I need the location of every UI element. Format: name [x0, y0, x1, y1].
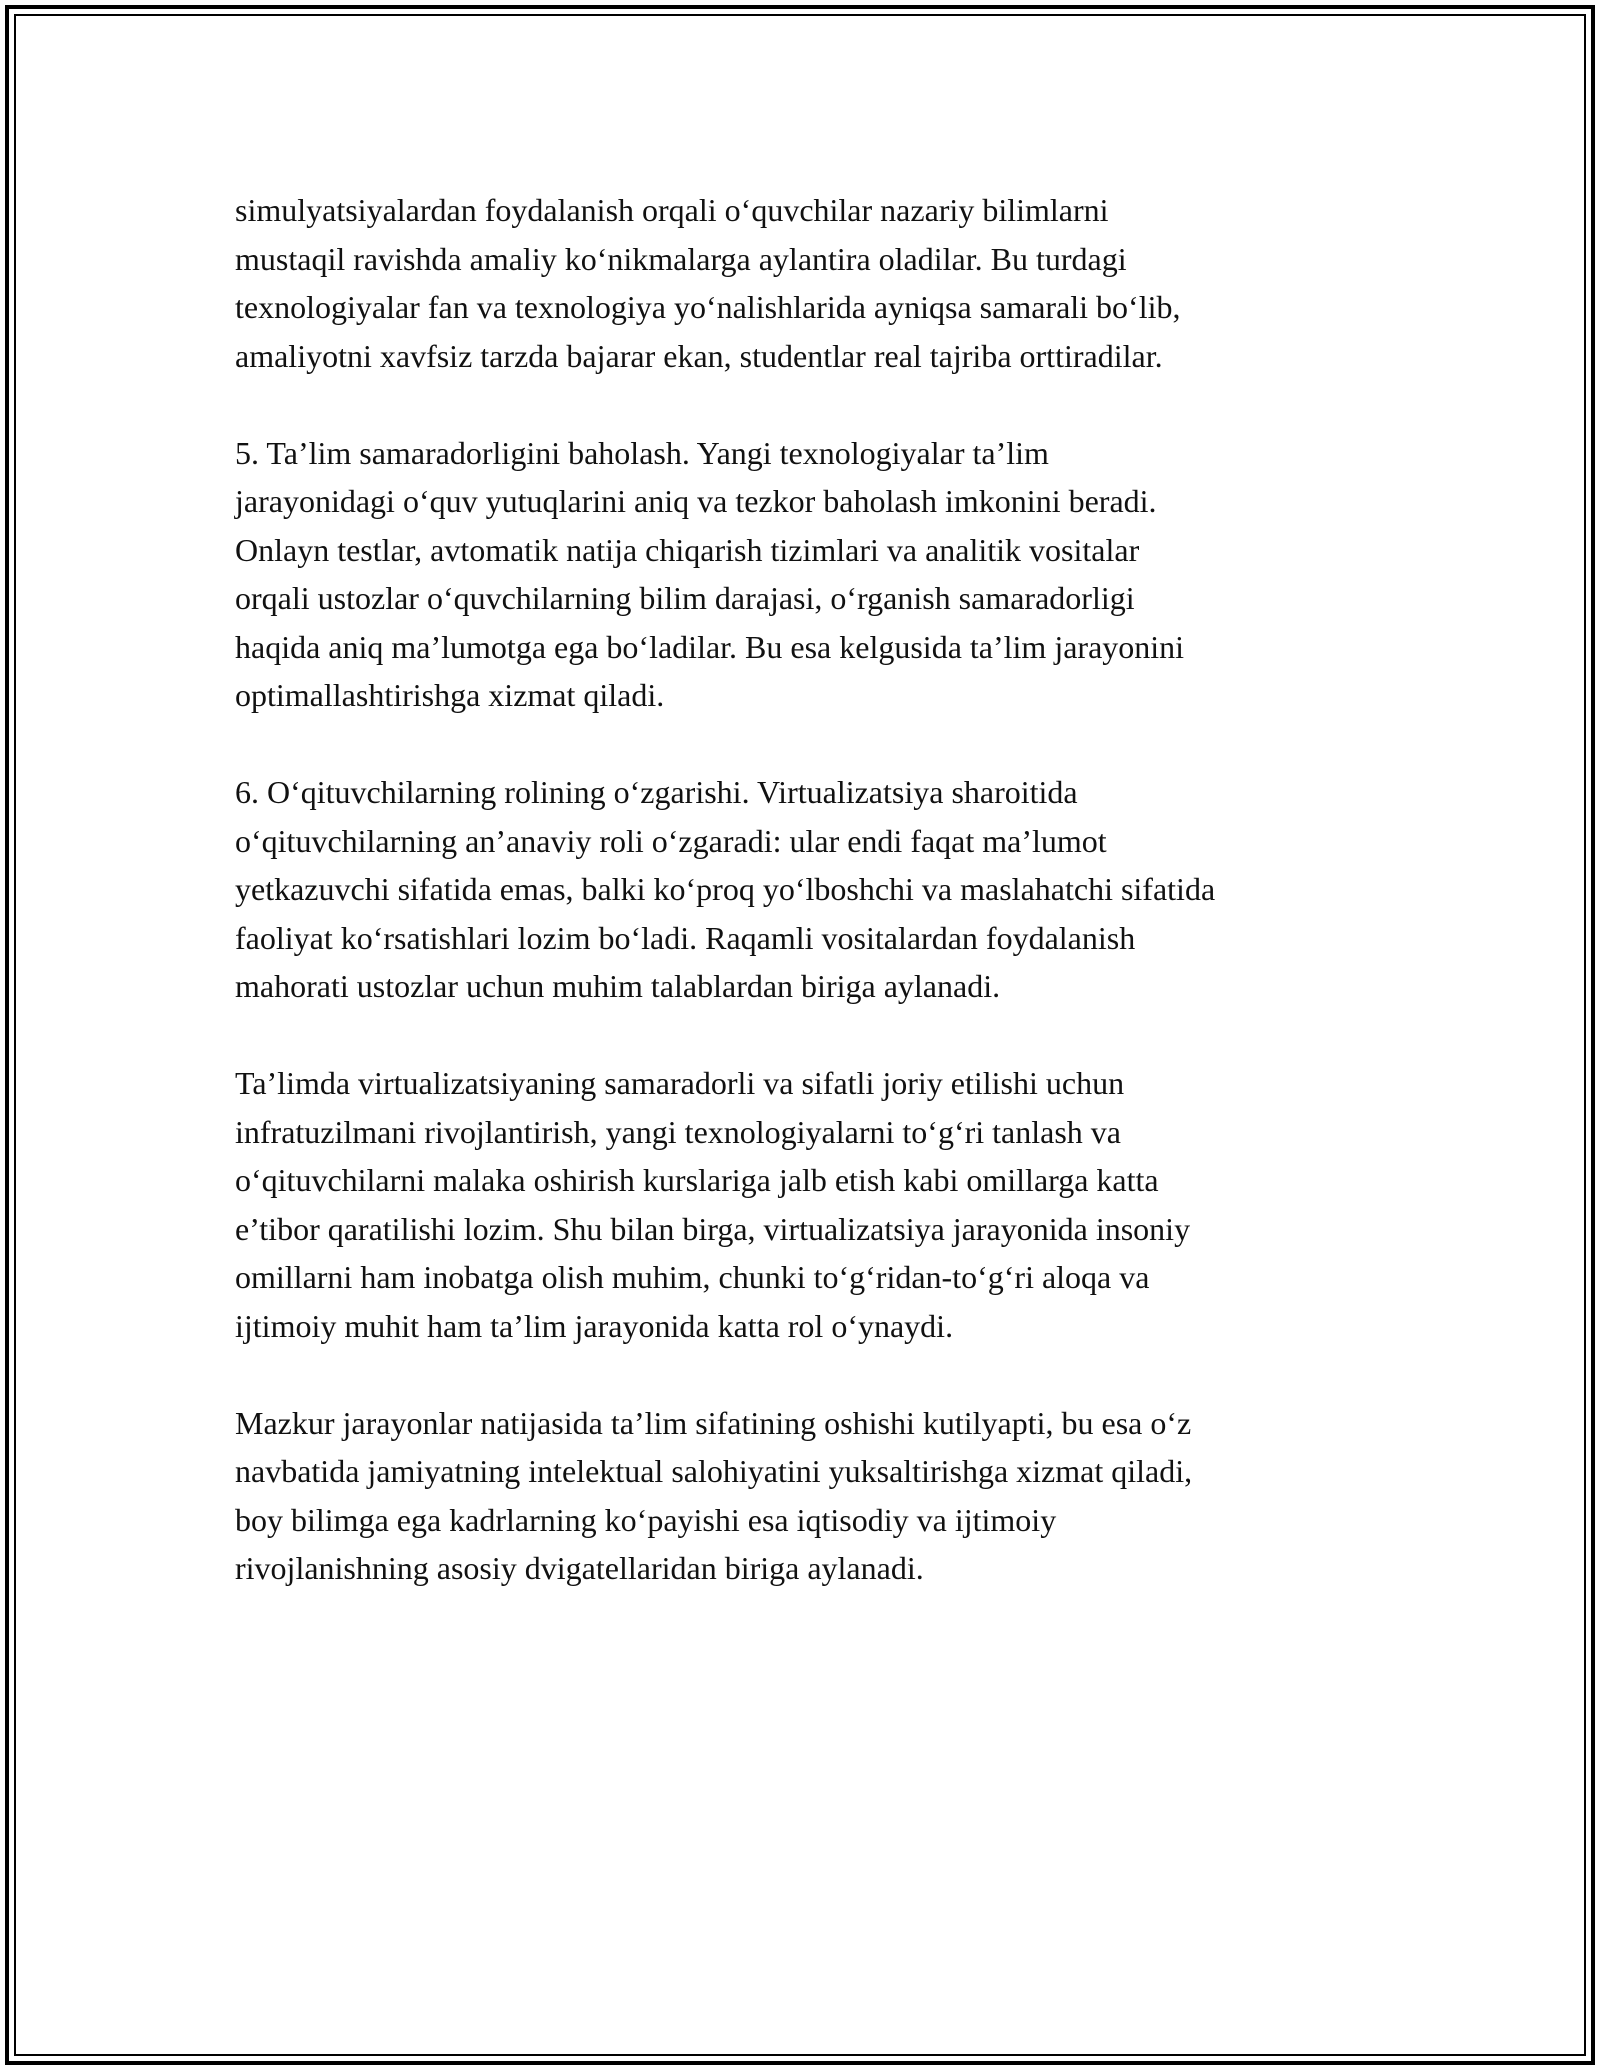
paragraph-infrastructure	[235, 1059, 1375, 1350]
paragraph-conclusion	[235, 1399, 1375, 1593]
text-line: rivojlanishning asosiy dvigatellaridan biriga aylanadi.	[235, 1550, 924, 1586]
text-line: simulyatsiyalardan foydalanish orqali o‘quvchilar nazariy bilimlarni	[235, 192, 1109, 228]
text-line: Mazkur jarayonlar natijasida ta’lim sifatining oshishi kutilyapti, bu esa o‘z	[235, 1404, 1192, 1441]
text-line: yetkazuvchi sifatida emas, balki ko‘proq yo‘lboshchi va maslahatchi sifatida	[235, 871, 1216, 907]
text-line: optimallashtirishga xizmat qiladi.	[235, 677, 665, 713]
text-line: amaliyotni xavfsiz tarzda bajarar ekan, studentlar real tajriba orttiradilar.	[235, 337, 1163, 374]
paragraph-assessment	[235, 429, 1375, 720]
text-line: texnologiyalar fan va texnologiya yo‘nalishlarida ayniqsa samarali bo‘lib,	[235, 289, 1181, 325]
text-line: o‘qituvchilarni malaka oshirish kurslariga jalb etish kabi omillarga katta	[235, 1162, 1159, 1198]
text-line: orqali ustozlar o‘quvchilarning bilim darajasi, o‘rganish samaradorligi	[235, 580, 1135, 616]
document-body	[235, 186, 1375, 1641]
paragraph-teacher-role	[235, 768, 1375, 1011]
text-line: boy bilimga ega kadrlarning ko‘payishi esa iqtisodiy va ijtimoiy	[235, 1501, 1057, 1538]
text-line: mahorati ustozlar uchun muhim talablardan biriga aylanadi.	[235, 968, 1001, 1004]
text-line: ijtimoiy muhit ham ta’lim jarayonida katta rol o‘ynaydi.	[235, 1307, 954, 1344]
text-line: haqida aniq ma’lumotga ega bo‘ladilar. Bu esa kelgusida ta’lim jarayonini	[235, 628, 1185, 665]
text-line: 6. O‘qituvchilarning rolining o‘zgarishi. Virtualizatsiya sharoitida	[235, 774, 1078, 810]
text-line: e’tibor qaratilishi lozim. Shu bilan birga, virtualizatsiya jarayonida insoniy	[235, 1210, 1191, 1247]
text-line: faoliyat ko‘rsatishlari lozim bo‘ladi. Raqamli vositalardan foydalanish	[235, 919, 1136, 956]
text-line: infratuzilmani rivojlantirish, yangi texnologiyalarni to‘g‘ri tanlash va	[235, 1113, 1121, 1150]
text-line: Onlayn testlar, avtomatik natija chiqarish tizimlari va analitik vositalar	[235, 531, 1140, 568]
text-line: mustaqil ravishda amaliy ko‘nikmalarga aylantira oladilar. Bu turdagi	[235, 240, 1127, 277]
text-line: navbatida jamiyatning intelektual salohiyatini yuksaltirishga xizmat qiladi,	[235, 1453, 1193, 1489]
text-line: jarayonidagi o‘quv yutuqlarini aniq va tezkor baholash imkonini beradi.	[235, 483, 1157, 519]
text-line: o‘qituvchilarning an’anaviy roli o‘zgaradi: ular endi faqat ma’lumot	[235, 822, 1107, 859]
text-line: Ta’limda virtualizatsiyaning samaradorli va sifatli joriy etilishi uchun	[235, 1065, 1125, 1101]
text-line: 5. Ta’lim samaradorligini baholash. Yangi texnologiyalar ta’lim	[235, 434, 1049, 471]
paragraph-simulations	[235, 186, 1375, 380]
text-line: omillarni ham inobatga olish muhim, chunki to‘g‘ridan-to‘g‘ri aloqa va	[235, 1259, 1150, 1295]
